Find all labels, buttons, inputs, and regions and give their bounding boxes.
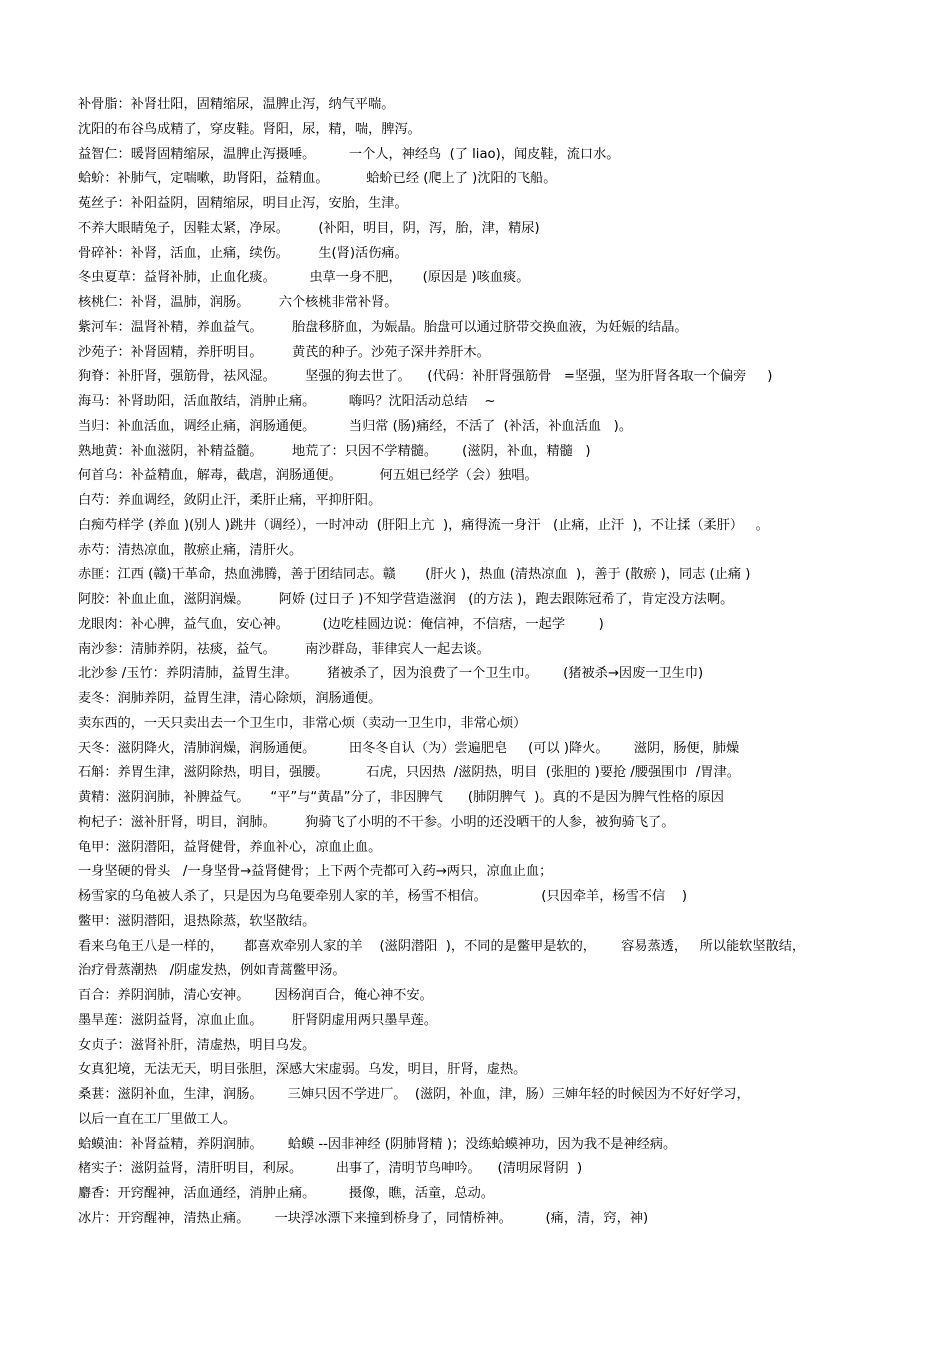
text-line: 狗脊：补肝肾，强筋骨，祛风湿。 坚强的狗去世了。 (代码：补肝肾强筋骨 =坚强，坚为肝肾各取一个偏旁 )	[78, 369, 773, 385]
text-line: 鳖甲：滋阴潜阳，退热除蒸，软坚散结。	[78, 913, 316, 929]
text-line: 石斛：养胃生津，滋阴除热，明目，强腰。 石虎，只因热 /滋阴热，明目 (张胆的 )要抢 /腰强围巾 /胃津。	[78, 765, 740, 781]
text-line: 紫河车：温肾补精，养血益气。 胎盘移脐血，为娠晶。胎盘可以通过脐带交换血液，为妊娠的结晶。	[78, 319, 688, 335]
text-line: 冰片：开窍醒神，清热止痛。 一块浮冰漂下来撞到桥身了，同情桥神。 (痛，清，窍，神)	[78, 1210, 649, 1226]
text-line: 龙眼肉：补心脾，益气血，安心神。 (边吃桂圆边说：俺信神，不信痞，一起学 )	[78, 616, 604, 632]
text-line: 麦冬：润肺养阴，益胃生津，清心除烦，润肠通便。	[78, 691, 382, 706]
text-line: 一身坚硬的骨头 /一身坚骨→益肾健骨；上下两个壳都可入药→两只，凉血止血；	[78, 864, 553, 880]
text-line: 核桃仁：补肾，温肺，润肠。 六个核桃非常补肾。	[78, 295, 398, 310]
text-line: 女真犯境，无法无天，明目张胆，深感大宋虚弱。乌发，明目，肝肾，虚热。	[78, 1062, 527, 1078]
text-line: 天冬：滋阴降火，清肺润燥，润肠通便。 田冬冬自认（为）尝遍肥皂 (可以 )降火。 滋阴，肠便，肺燥	[78, 740, 740, 756]
text-line: 蛤蟆油：补肾益精，养阴润肺。 蛤蟆 --因非神经 (阴肺肾精 )；没练蛤蟆神功，因为我不是神经病。	[78, 1136, 677, 1152]
text-line: 白痴芍样学 (养血 )(别人 )跳井（调经），一时冲动 (肝阳上亢 )，痛得流一身汗 (止痛，止汗 )，不让揉（柔肝） 。	[78, 517, 769, 533]
text-line: 蛤蚧：补肺气，定喘嗽，助肾阳，益精血。 蛤蚧已经 (爬上了 )沈阳的飞船。	[78, 171, 557, 187]
text-line: 南沙参：清肺养阴，祛痰，益气。 南沙群岛，菲律宾人一起去谈。	[78, 641, 490, 657]
text-line: 何首乌：补益精血，解毒，截虐，润肠通便。 何五姐已经学（会）独唱。	[78, 468, 538, 484]
text-line: 冬虫夏草：益肾补肺，止血化痰。 虫草一身不肥， (原因是 )咳血痰。	[78, 270, 530, 286]
text-line: 海马：补肾助阳，活血散结，消肿止痛。 嗨吗？沈阳活动总结 ~	[78, 394, 496, 409]
text-line: 益智仁：暖肾固精缩尿，温脾止泻摄唾。 一个人，神经鸟 (了 liao)，闻皮鞋，流口水。	[78, 146, 620, 162]
text-line: 桑葚：滋阴补血，生津，润肠。 三婶只因不学进厂。 (滋阴，补血，津，肠）三婶年轻的时候因为不好好学习，	[78, 1087, 750, 1102]
text-line: 楮实子：滋阴益肾，清肝明目，利尿。 出事了，清明节鸟呻吟。 (清明尿肾阴 )	[78, 1161, 583, 1177]
text-line: 阿胶：补血止血，滋阴润燥。 阿娇 (过日子 )不知学营造滋润 (的方法 )，跑去跟陈冠希了，肯定没方法啊。	[78, 592, 734, 607]
text-line: 看来乌龟王八是一样的， 都喜欢牵别人家的羊 (滋阴潜阳 )，不同的是鳖甲是软的， 容易蒸透， 所以能软坚散结，	[78, 938, 806, 954]
text-line: 骨碎补：补肾，活血，止痛，续伤。 生(肾)活伤痛。	[78, 245, 408, 261]
text-line: 以后一直在工厂里做工人。	[78, 1111, 237, 1127]
document-body	[78, 93, 878, 1232]
text-line: 沙苑子：补肾固精，养肝明目。 黄芪的种子。沙苑子深井养肝木。	[78, 344, 490, 360]
text-line: 补骨脂：补肾壮阳，固精缩尿，温脾止泻，纳气平喘。	[78, 97, 395, 112]
text-line: 沈阳的布谷鸟成精了，穿皮鞋。肾阳，尿，精，喘，脾泻。	[78, 121, 421, 137]
text-line: 赤芍：清热凉血，散瘀止痛，清肝火。	[78, 542, 303, 558]
text-line: 女贞子：滋肾补肝，清虚热，明目乌发。	[78, 1037, 316, 1053]
text-line: 麝香：开窍醒神，活血通经，消肿止痛。 摄像，瞧，活童，总动。	[78, 1186, 494, 1201]
text-line: 不养大眼睛兔子，因鞋太紧，净尿。 (补阳，明目，阴，泻，胎，津，精尿)	[78, 220, 540, 236]
text-line: 枸杞子：滋补肝肾，明目，润肺。 狗骑飞了小明的不干参。小明的还没晒干的人参，被狗骑飞了。	[78, 814, 675, 830]
text-line: 菟丝子：补阳益阴，固精缩尿，明目止泻，安胎，生津。	[78, 196, 408, 211]
text-line: 龟甲：滋阴潜阳，益肾健骨，养血补心，凉血止血。	[78, 839, 382, 855]
text-line: 黄精：滋阴润肺，补脾益气。 “平”与“黄晶”分了，非因脾气 (肺阴脾气 )。真的不是因为脾气性格的原因	[78, 790, 724, 805]
text-line: 治疗骨蒸潮热 /阴虚发热，例如青蒿鳖甲汤。	[78, 963, 346, 979]
text-line: 墨旱莲：滋阴益肾，凉血止血。 肝肾阴虚用两只墨旱莲。	[78, 1012, 438, 1028]
text-line: 当归：补血活血，调经止痛，润肠通便。 当归常 (肠)痛经，不活了 (补活，补血活血 )。	[78, 418, 633, 434]
text-line: 杨雪家的乌龟被人杀了，只是因为乌龟要牵别人家的羊，杨雪不相信。 (只因牵羊，杨雪不信 )	[78, 889, 688, 904]
text-line: 赤匪：江西 (赣)干革命，热血沸腾，善于团结同志。赣 (肝火 )，热血 (清热凉血 )，善于 (散瘀 )，同志 (止痛 )	[78, 567, 751, 583]
text-line: 熟地黄：补血滋阴，补精益髓。 地荒了：只因不学精髓。 (滋阴，补血，精髓 )	[78, 443, 591, 459]
text-line: 卖东西的，一天只卖出去一个卫生巾，非常心烦（卖动一卫生巾，非常心烦）	[78, 715, 527, 731]
text-line: 北沙参 /玉竹：养阴清肺，益胃生津。 猪被杀了，因为浪费了一个卫生巾。 (猪被杀→因废一卫生巾)	[78, 666, 704, 682]
text-line: 百合：养阴润肺，清心安神。 因杨润百合，俺心神不安。	[78, 988, 433, 1003]
text-line: 白芍：养血调经，敛阴止汗，柔肝止痛，平抑肝阳。	[78, 493, 382, 508]
